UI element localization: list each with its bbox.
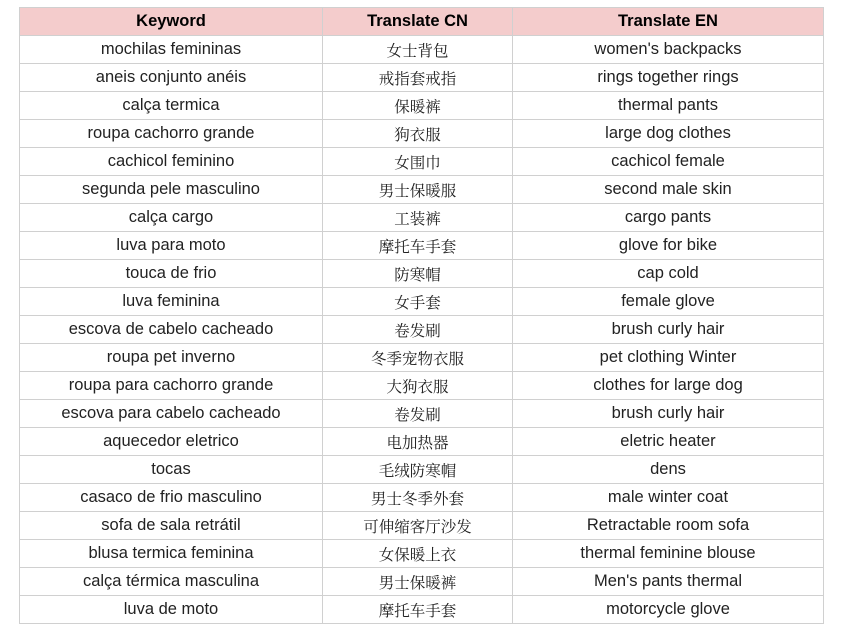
keyword-cell: roupa cachorro grande bbox=[20, 120, 323, 148]
keyword-cell: tocas bbox=[20, 456, 323, 484]
header-keyword: Keyword bbox=[20, 8, 323, 36]
translate-en-cell: pet clothing Winter bbox=[513, 344, 824, 372]
translate-en-cell: second male skin bbox=[513, 176, 824, 204]
keyword-cell: aneis conjunto anéis bbox=[20, 64, 323, 92]
table-row bbox=[20, 456, 824, 484]
translate-en-cell: cargo pants bbox=[513, 204, 824, 232]
translate-cn-cell: 摩托车手套 bbox=[323, 232, 513, 260]
keyword-translation-table bbox=[19, 7, 824, 624]
translate-cn-cell: 摩托车手套 bbox=[323, 596, 513, 624]
keyword-cell: aquecedor eletrico bbox=[20, 428, 323, 456]
keyword-cell: luva de moto bbox=[20, 596, 323, 624]
translate-en-cell: women's backpacks bbox=[513, 36, 824, 64]
keyword-cell: luva para moto bbox=[20, 232, 323, 260]
header-row bbox=[20, 8, 824, 36]
table-row bbox=[20, 260, 824, 288]
translate-cn-cell: 卷发刷 bbox=[323, 400, 513, 428]
keyword-cell: luva feminina bbox=[20, 288, 323, 316]
table-row bbox=[20, 36, 824, 64]
keyword-cell: roupa pet inverno bbox=[20, 344, 323, 372]
translate-cn-cell: 卷发刷 bbox=[323, 316, 513, 344]
table-row bbox=[20, 344, 824, 372]
keyword-cell: touca de frio bbox=[20, 260, 323, 288]
translate-cn-cell: 戒指套戒指 bbox=[323, 64, 513, 92]
translate-cn-cell: 男士保暖服 bbox=[323, 176, 513, 204]
translate-cn-cell: 女士背包 bbox=[323, 36, 513, 64]
keyword-cell: mochilas femininas bbox=[20, 36, 323, 64]
translate-en-cell: motorcycle glove bbox=[513, 596, 824, 624]
translate-en-cell: cap cold bbox=[513, 260, 824, 288]
translate-en-cell: Retractable room sofa bbox=[513, 512, 824, 540]
table-row bbox=[20, 596, 824, 624]
translate-cn-cell: 可伸缩客厅沙发 bbox=[323, 512, 513, 540]
translate-cn-cell: 男士冬季外套 bbox=[323, 484, 513, 512]
translate-en-cell: brush curly hair bbox=[513, 400, 824, 428]
table-row bbox=[20, 484, 824, 512]
table-row bbox=[20, 316, 824, 344]
translate-en-cell: female glove bbox=[513, 288, 824, 316]
keyword-cell: escova de cabelo cacheado bbox=[20, 316, 323, 344]
translate-en-cell: dens bbox=[513, 456, 824, 484]
keyword-cell: escova para cabelo cacheado bbox=[20, 400, 323, 428]
translate-en-cell: glove for bike bbox=[513, 232, 824, 260]
translate-cn-cell: 冬季宠物衣服 bbox=[323, 344, 513, 372]
translate-cn-cell: 狗衣服 bbox=[323, 120, 513, 148]
translate-cn-cell: 女保暖上衣 bbox=[323, 540, 513, 568]
table-row bbox=[20, 428, 824, 456]
translate-en-cell: brush curly hair bbox=[513, 316, 824, 344]
table-row bbox=[20, 64, 824, 92]
keyword-cell: calça térmica masculina bbox=[20, 568, 323, 596]
translate-cn-cell: 防寒帽 bbox=[323, 260, 513, 288]
table-row bbox=[20, 400, 824, 428]
table-row bbox=[20, 232, 824, 260]
table-row bbox=[20, 288, 824, 316]
translate-cn-cell: 大狗衣服 bbox=[323, 372, 513, 400]
keyword-cell: sofa de sala retrátil bbox=[20, 512, 323, 540]
translate-en-cell: thermal feminine blouse bbox=[513, 540, 824, 568]
translate-cn-cell: 电加热器 bbox=[323, 428, 513, 456]
header-translate-cn: Translate CN bbox=[323, 8, 513, 36]
table-row bbox=[20, 92, 824, 120]
translate-cn-cell: 工装裤 bbox=[323, 204, 513, 232]
keyword-cell: blusa termica feminina bbox=[20, 540, 323, 568]
keyword-cell: segunda pele masculino bbox=[20, 176, 323, 204]
translate-cn-cell: 男士保暖裤 bbox=[323, 568, 513, 596]
keyword-cell: cachicol feminino bbox=[20, 148, 323, 176]
translate-cn-cell: 女围巾 bbox=[323, 148, 513, 176]
translate-en-cell: thermal pants bbox=[513, 92, 824, 120]
table-row bbox=[20, 204, 824, 232]
table-row bbox=[20, 540, 824, 568]
table-row bbox=[20, 512, 824, 540]
table-body bbox=[20, 36, 824, 624]
table-row bbox=[20, 372, 824, 400]
keyword-cell: calça termica bbox=[20, 92, 323, 120]
translate-cn-cell: 保暖裤 bbox=[323, 92, 513, 120]
table-row bbox=[20, 176, 824, 204]
translate-en-cell: rings together rings bbox=[513, 64, 824, 92]
translate-en-cell: cachicol female bbox=[513, 148, 824, 176]
translate-en-cell: clothes for large dog bbox=[513, 372, 824, 400]
table-row bbox=[20, 568, 824, 596]
keyword-cell: roupa para cachorro grande bbox=[20, 372, 323, 400]
header-translate-en: Translate EN bbox=[513, 8, 824, 36]
keyword-cell: calça cargo bbox=[20, 204, 323, 232]
keyword-cell: casaco de frio masculino bbox=[20, 484, 323, 512]
translate-cn-cell: 毛绒防寒帽 bbox=[323, 456, 513, 484]
translate-en-cell: male winter coat bbox=[513, 484, 824, 512]
translate-en-cell: large dog clothes bbox=[513, 120, 824, 148]
translate-en-cell: eletric heater bbox=[513, 428, 824, 456]
translate-cn-cell: 女手套 bbox=[323, 288, 513, 316]
table-row bbox=[20, 148, 824, 176]
translate-en-cell: Men's pants thermal bbox=[513, 568, 824, 596]
table-row bbox=[20, 120, 824, 148]
